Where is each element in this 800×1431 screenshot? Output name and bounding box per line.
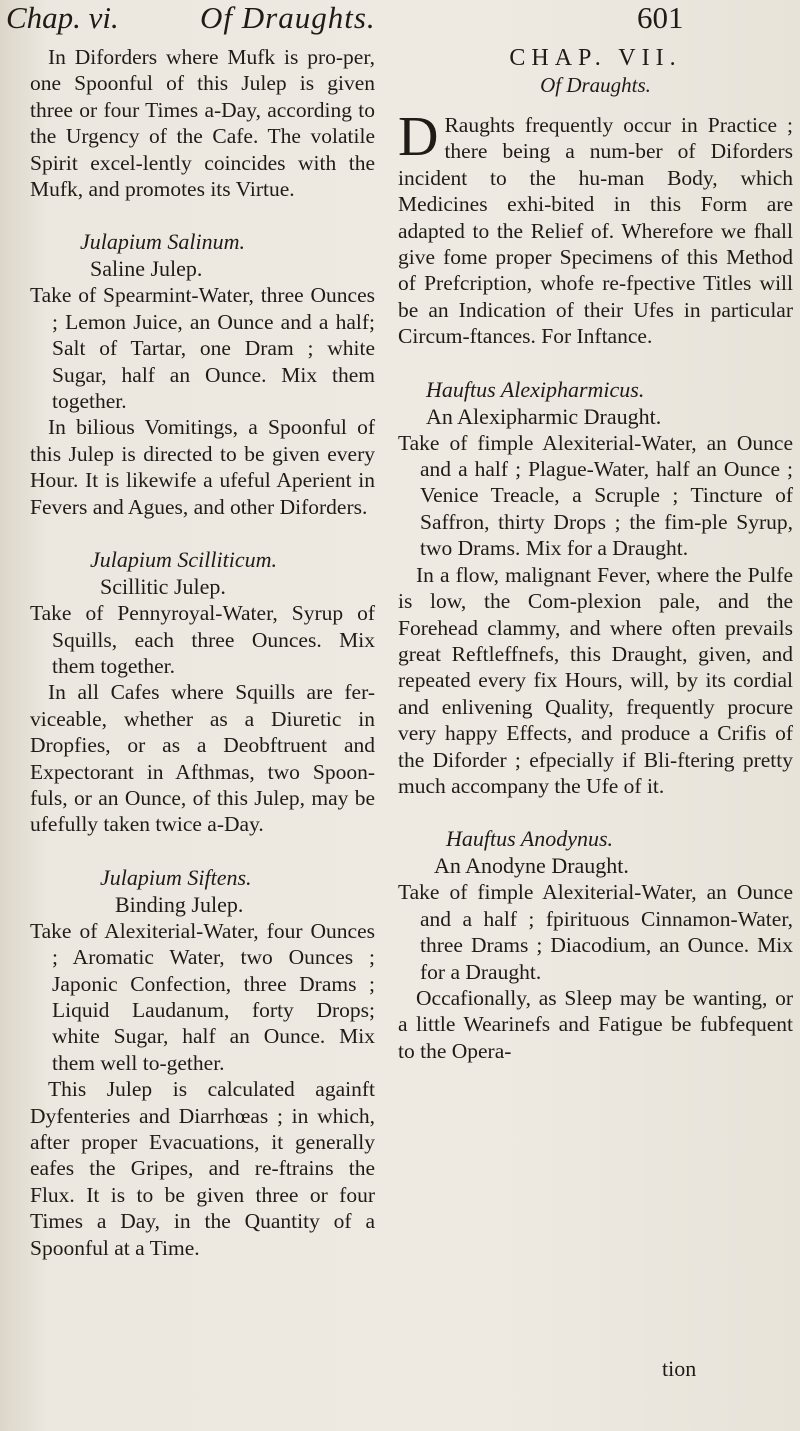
drop-cap: D [398, 106, 439, 168]
right-column [398, 44, 793, 1064]
recipe-latin-title: Julapium Salinum. [80, 229, 245, 255]
chapter-title: Of Draughts. [540, 73, 651, 97]
recipe-body: Take of Pennyroyal-Water, Syrup of Squills, each three Ounces. Mix them together. [30, 601, 375, 678]
intro-paragraph: In Diforders where Mufk is pro-per, one Spoonful of this Julep is given three or four Times a-Day, according to the Urgency of the Cafe. The volatile Spirit excel-lently coincides with the Mufk, and promotes its Virtue. [30, 45, 375, 202]
chapter-intro-text: Raughts frequently occur in Practice ; there being a num-ber of Diforders incident to the hu-man Body, which Medicines exhi-bited in this Form are adapted to the Relief of. Wherefore we fhall give fome proper Specimens of this Method of Prefcription, whofe re-fpective Titles will be an Indication of their Ufes in particular Circum-ftances. For Inftance. [398, 113, 793, 349]
chapter-intro [398, 106, 793, 350]
recipe-body: Take of fimple Alexiterial-Water, an Ounce and a half ; Plague-Water, half an Ounce ; Venice Treacle, a Scruple ; Tincture of Saffron, thirty Drops ; the fim-ple Syrup, two Drams. Mix for a Draught. [398, 430, 793, 561]
catchword: tion [662, 1356, 697, 1381]
recipe-latin-title: Julapium Scilliticum. [90, 547, 277, 573]
recipe-latin-title: Hauftus Anodynus. [446, 826, 614, 852]
recipe-english-title: An Anodyne Draught. [434, 853, 629, 879]
recipe-note: This Julep is calculated againft Dyfenteries and Diarrhœas ; in which, after proper Evacuations, it generally eafes the Gripes, and re-ftrains the Flux. It is to be given three or four Times a Day, in the Quantity of a Spoonful at a Time. [30, 1077, 375, 1260]
recipe-english-title: Scillitic Julep. [100, 574, 226, 600]
running-header [0, 0, 800, 40]
chapter-label: Chap. vi. [6, 0, 119, 35]
recipe-note: In bilious Vomitings, a Spoonful of this Julep is directed to be given every Hour. It is likewife a ufeful Aperient in Fevers and Agues, and other Diforders. [30, 415, 375, 519]
recipe-latin-title: Hauftus Alexipharmicus. [426, 376, 645, 402]
running-title: Of Draughts. [200, 0, 376, 35]
chapter-heading: CHAP. VII. [509, 45, 682, 71]
recipe-body: Take of fimple Alexiterial-Water, an Ounce and a half ; fpirituous Cinnamon-Water, three Drams ; Diacodium, an Ounce. Mix for a Draught. [398, 880, 793, 984]
recipe-english-title: An Alexipharmic Draught. [426, 403, 662, 429]
recipe-note: In all Cafes where Squills are fer-viceable, whether as a Diuretic in Dropfies, or as a Deobftruent and Expectorant in Afthmas, two Spoon-fuls, or an Ounce, of this Julep, may be ufefully taken twice a-Day. [30, 680, 375, 837]
recipe-note: In a flow, malignant Fever, where the Pulfe is low, the Com-plexion pale, and the Forehead clammy, and where often prevails great Reftleffnefs, this Draught, given, and repeated every fix Hours, will, by its cordial and enlivening Quality, frequently procure very happy Effects, and produce a Crifis of the Diforder ; efpecially if Bli-ftering pretty much accompany the Ufe of it. [398, 562, 793, 798]
recipe-english-title: Binding Julep. [115, 891, 244, 917]
recipe-latin-title: Julapium Siftens. [100, 864, 252, 890]
recipe-body: Take of Spearmint-Water, three Ounces ; Lemon Juice, an Ounce and a half; Salt of Tartar, one Dram ; white Sugar, half an Ounce. Mix them together. [30, 283, 375, 414]
left-column [30, 44, 375, 1261]
recipe-note: Occafionally, as Sleep may be wanting, or a little Wearinefs and Fatigue be fubfequent to the Opera- [398, 985, 793, 1063]
recipe-english-title: Saline Julep. [90, 256, 203, 282]
recipe-body: Take of Alexiterial-Water, four Ounces ; Aromatic Water, two Ounces ; Japonic Confection, three Drams ; Liquid Laudanum, forty Drops; white Sugar, half an Ounce. Mix them well to-gether. [30, 918, 375, 1075]
page-number: 601 [637, 0, 684, 35]
